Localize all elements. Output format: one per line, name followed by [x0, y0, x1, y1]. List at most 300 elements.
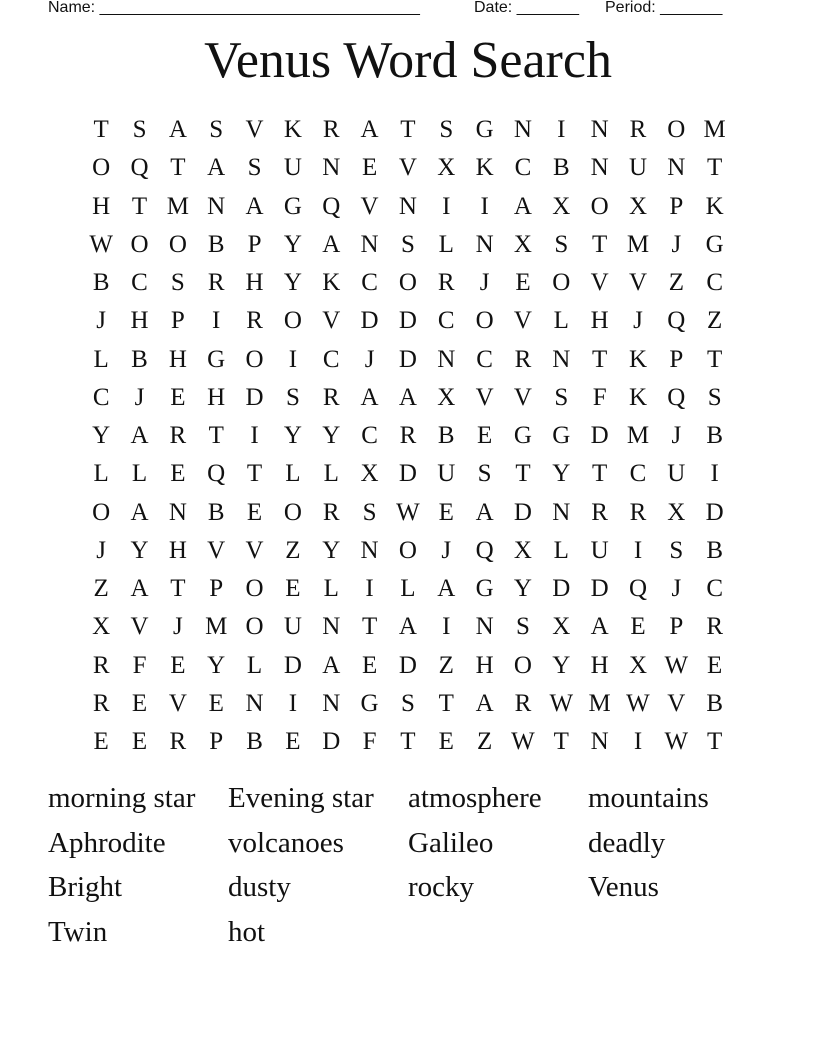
grid-letter: P	[209, 728, 224, 756]
word-bank-item: Bright	[48, 871, 123, 903]
grid-row	[82, 264, 734, 302]
word-bank-item: Twin	[48, 915, 108, 948]
grid-letter: A	[130, 422, 149, 450]
grid-letter: U	[283, 613, 302, 641]
grid-letter: X	[437, 383, 456, 411]
grid-letter: V	[628, 269, 648, 297]
grid-letter: L	[93, 460, 109, 488]
grid-letter: S	[209, 116, 224, 144]
grid-letter: N	[207, 192, 226, 220]
grid-letter: W	[549, 689, 574, 717]
grid-letter: S	[669, 536, 684, 564]
grid-letter: J	[172, 613, 183, 641]
grid-letter: Y	[92, 422, 111, 450]
grid-letter: O	[590, 192, 609, 220]
grid-letter: I	[365, 575, 374, 603]
grid-letter: A	[437, 575, 456, 603]
grid-letter: E	[515, 269, 531, 297]
grid-letter: V	[513, 307, 532, 335]
grid-letter: I	[212, 307, 221, 335]
grid-letter: A	[322, 651, 341, 679]
grid-letter: Z	[668, 269, 684, 297]
grid-letter: D	[398, 460, 417, 488]
name-field: Name: ____________________________________	[48, 0, 420, 16]
grid-row	[82, 302, 734, 340]
grid-letter: B	[207, 230, 225, 258]
grid-letter: C	[629, 460, 647, 488]
grid-letter: K	[705, 192, 724, 220]
grid-letter: Y	[322, 536, 341, 564]
grid-letter: V	[475, 383, 494, 411]
grid-letter: L	[285, 460, 301, 488]
grid-letter: Q	[130, 154, 149, 182]
grid-letter: K	[628, 345, 648, 373]
grid-letter: Z	[476, 728, 493, 756]
grid-letter: E	[93, 728, 109, 756]
grid-letter: N	[475, 613, 494, 641]
grid-letter: X	[437, 154, 456, 182]
grid-letter: P	[669, 345, 684, 373]
grid-letter: A	[513, 192, 532, 220]
worksheet-header	[0, 0, 816, 22]
grid-letter: L	[400, 575, 416, 603]
grid-letter: E	[361, 651, 378, 679]
grid-letter: Y	[322, 422, 341, 450]
grid-letter: T	[592, 460, 608, 488]
grid-letter: A	[130, 575, 149, 603]
grid-letter: I	[557, 116, 566, 144]
grid-letter: P	[669, 192, 684, 220]
grid-letter: D	[590, 575, 609, 603]
grid-row	[82, 188, 734, 226]
grid-letter: H	[590, 307, 609, 335]
grid-letter: M	[626, 422, 650, 450]
grid-letter: G	[207, 345, 226, 373]
grid-letter: R	[437, 269, 455, 297]
grid-letter: I	[442, 613, 451, 641]
grid-letter: T	[361, 613, 378, 641]
grid-letter: K	[628, 383, 648, 411]
grid-letter: X	[667, 498, 686, 526]
grid-letter: S	[362, 498, 377, 526]
grid-letter: R	[514, 345, 532, 373]
grid-letter: T	[93, 116, 109, 144]
grid-letter: E	[246, 498, 263, 526]
grid-letter: V	[513, 383, 532, 411]
grid-letter: C	[476, 345, 493, 373]
grid-letter: F	[132, 651, 147, 679]
grid-letter: V	[245, 536, 264, 564]
grid-letter: L	[131, 460, 148, 488]
grid-letter: B	[246, 728, 263, 756]
grid-letter: O	[245, 345, 264, 373]
grid-letter: C	[437, 307, 455, 335]
grid-letter: O	[667, 116, 686, 144]
grid-letter: G	[705, 230, 724, 258]
grid-letter: Z	[285, 536, 301, 564]
grid-row	[82, 341, 734, 379]
grid-letter: J	[96, 536, 107, 564]
grid-letter: H	[168, 536, 187, 564]
grid-letter: V	[168, 689, 187, 717]
grid-letter: N	[245, 689, 264, 717]
grid-letter: R	[629, 498, 647, 526]
grid-letter: Y	[283, 422, 302, 450]
grid-letter: Y	[513, 575, 532, 603]
grid-letter: O	[245, 575, 264, 603]
grid-letter: N	[322, 689, 341, 717]
grid-letter: X	[628, 192, 648, 220]
grid-letter: N	[360, 536, 379, 564]
grid-letter: A	[168, 116, 187, 144]
grid-letter: N	[552, 498, 571, 526]
grid-letter: C	[92, 383, 110, 411]
grid-letter: W	[664, 728, 689, 756]
grid-letter: T	[553, 728, 569, 756]
grid-letter: O	[513, 651, 532, 679]
grid-row	[82, 149, 734, 187]
grid-letter: I	[633, 536, 643, 564]
grid-letter: A	[398, 613, 417, 641]
grid-letter: I	[442, 192, 451, 220]
grid-letter: E	[630, 613, 646, 641]
grid-letter: V	[667, 689, 686, 717]
grid-letter: R	[92, 651, 110, 679]
grid-letter: O	[168, 230, 187, 258]
grid-letter: R	[169, 422, 187, 450]
grid-letter: H	[475, 651, 494, 679]
grid-letter: Q	[628, 575, 648, 603]
grid-letter: H	[168, 345, 187, 373]
word-bank-item: morning star	[48, 782, 196, 814]
grid-letter: M	[166, 192, 189, 220]
grid-letter: S	[170, 269, 185, 297]
grid-letter: N	[168, 498, 187, 526]
word-bank-item: atmosphere	[408, 782, 542, 814]
grid-letter: E	[131, 689, 148, 717]
grid-letter: Q	[322, 192, 341, 220]
grid-letter: I	[710, 460, 719, 488]
date-field: Date: _______	[474, 0, 579, 16]
grid-letter: J	[441, 536, 452, 564]
grid-row	[82, 723, 734, 761]
grid-letter: V	[207, 536, 226, 564]
grid-letter: V	[360, 192, 379, 220]
grid-row	[82, 647, 734, 685]
grid-letter: X	[92, 613, 111, 641]
grid-letter: X	[552, 613, 571, 641]
grid-letter: H	[130, 307, 149, 335]
grid-letter: S	[477, 460, 492, 488]
grid-letter: B	[207, 498, 225, 526]
grid-letter: G	[475, 116, 494, 144]
grid-letter: X	[513, 230, 532, 258]
grid-letter: L	[93, 345, 109, 373]
grid-letter: R	[92, 689, 110, 717]
grid-letter: O	[130, 230, 149, 258]
grid-letter: I	[480, 192, 489, 220]
word-bank-item: mountains	[588, 782, 709, 814]
grid-letter: T	[438, 689, 454, 717]
grid-letter: T	[170, 575, 186, 603]
grid-letter: E	[208, 689, 224, 717]
grid-letter: O	[245, 613, 264, 641]
grid-letter: I	[288, 689, 298, 717]
grid-letter: S	[400, 689, 415, 717]
grid-letter: R	[322, 116, 340, 144]
grid-letter: A	[475, 689, 494, 717]
grid-letter: S	[400, 230, 415, 258]
grid-letter: H	[590, 651, 609, 679]
grid-letter: Y	[283, 269, 302, 297]
grid-letter: G	[552, 422, 571, 450]
grid-letter: H	[92, 192, 111, 220]
grid-letter: C	[361, 269, 378, 297]
grid-letter: H	[245, 269, 264, 297]
grid-letter: W	[89, 230, 113, 258]
grid-row	[82, 111, 734, 149]
grid-letter: D	[398, 345, 417, 373]
grid-letter: I	[288, 345, 298, 373]
grid-letter: D	[283, 651, 302, 679]
grid-letter: O	[92, 498, 111, 526]
grid-letter: T	[515, 460, 531, 488]
grid-letter: A	[590, 613, 609, 641]
grid-row	[82, 532, 734, 570]
grid-letter: T	[246, 460, 263, 488]
grid-letter: G	[513, 422, 532, 450]
grid-letter: A	[130, 498, 149, 526]
grid-letter: B	[706, 536, 724, 564]
grid-letter: N	[552, 345, 571, 373]
grid-letter: N	[360, 230, 379, 258]
grid-letter: D	[590, 422, 609, 450]
grid-letter: E	[476, 422, 493, 450]
grid-letter: N	[475, 230, 494, 258]
grid-letter: C	[361, 422, 378, 450]
grid-letter: R	[591, 498, 608, 526]
grid-letter: Y	[283, 230, 302, 258]
grid-letter: W	[626, 689, 650, 717]
grid-letter: S	[439, 116, 454, 144]
grid-letter: N	[590, 728, 609, 756]
grid-letter: T	[707, 345, 723, 373]
grid-letter: Q	[207, 460, 226, 488]
grid-letter: C	[706, 575, 724, 603]
grid-letter: C	[322, 345, 340, 373]
grid-letter: E	[285, 575, 301, 603]
grid-letter: B	[706, 422, 724, 450]
grid-letter: R	[169, 728, 187, 756]
grid-letter: M	[205, 613, 228, 641]
grid-letter: O	[283, 498, 302, 526]
grid-letter: R	[706, 613, 724, 641]
grid-letter: T	[707, 154, 723, 182]
grid-letter: U	[667, 460, 686, 488]
grid-letter: G	[283, 192, 302, 220]
grid-letter: W	[511, 728, 535, 756]
grid-letter: P	[247, 230, 262, 258]
word-bank-item: Galileo	[408, 826, 494, 859]
grid-letter: E	[170, 460, 186, 488]
grid-row	[82, 608, 734, 646]
grid-letter: R	[629, 116, 647, 144]
grid-letter: S	[554, 383, 569, 411]
grid-letter: X	[628, 651, 648, 679]
grid-letter: Y	[552, 460, 571, 488]
grid-letter: X	[513, 536, 532, 564]
grid-letter: D	[245, 383, 264, 411]
grid-letter: Z	[93, 575, 109, 603]
grid-letter: D	[322, 728, 341, 756]
grid-letter: A	[398, 383, 417, 411]
grid-letter: Z	[438, 651, 454, 679]
grid-letter: X	[360, 460, 379, 488]
grid-letter: E	[170, 651, 186, 679]
grid-letter: C	[706, 269, 724, 297]
grid-letter: I	[633, 728, 643, 756]
grid-letter: E	[361, 154, 378, 182]
grid-letter: J	[671, 422, 682, 450]
grid-letter: R	[207, 269, 225, 297]
grid-letter: O	[475, 307, 494, 335]
grid-row	[82, 570, 734, 608]
word-bank	[48, 776, 768, 954]
grid-letter: S	[132, 116, 147, 144]
grid-letter: L	[323, 575, 339, 603]
grid-letter: D	[398, 307, 417, 335]
grid-letter: K	[322, 269, 341, 297]
grid-letter: O	[398, 536, 417, 564]
grid-letter: T	[707, 728, 723, 756]
grid-letter: T	[592, 345, 608, 373]
grid-letter: D	[705, 498, 724, 526]
grid-letter: B	[131, 345, 148, 373]
grid-letter: A	[360, 116, 379, 144]
grid-letter: S	[516, 613, 530, 641]
grid-letter: P	[209, 575, 224, 603]
grid-letter: Q	[475, 536, 494, 564]
grid-letter: J	[633, 307, 643, 335]
grid-letter: L	[246, 651, 263, 679]
page-title: Venus Word Search	[204, 32, 612, 89]
grid-letter: N	[667, 154, 686, 182]
word-bank-item: Venus	[588, 871, 659, 903]
grid-letter: U	[437, 460, 456, 488]
word-bank-item: Aphrodite	[48, 826, 166, 859]
grid-letter: T	[208, 422, 224, 450]
grid-row	[82, 455, 734, 493]
grid-letter: R	[246, 307, 263, 335]
grid-letter: T	[170, 154, 186, 182]
grid-letter: W	[664, 651, 689, 679]
grid-letter: M	[626, 230, 650, 258]
grid-letter: F	[592, 383, 607, 411]
grid-letter: N	[437, 345, 456, 373]
grid-letter: R	[399, 422, 417, 450]
grid-letter: F	[362, 728, 377, 756]
grid-letter: P	[669, 613, 684, 641]
grid-letter: E	[438, 728, 454, 756]
grid-letter: T	[400, 116, 416, 144]
grid-letter: I	[250, 422, 259, 450]
grid-letter: L	[438, 230, 454, 258]
grid-letter: T	[131, 192, 148, 220]
grid-letter: V	[322, 307, 341, 335]
grid-letter: C	[514, 154, 532, 182]
grid-letter: B	[706, 689, 724, 717]
grid-letter: W	[396, 498, 420, 526]
grid-letter: N	[322, 154, 341, 182]
grid-letter: E	[131, 728, 148, 756]
grid-letter: O	[283, 307, 302, 335]
grid-letter: R	[514, 689, 532, 717]
grid-letter: E	[285, 728, 301, 756]
word-bank-item: rocky	[408, 871, 475, 903]
grid-letter: V	[590, 269, 609, 297]
grid-letter: R	[322, 498, 340, 526]
grid-letter: Y	[552, 651, 571, 679]
grid-letter: B	[552, 154, 570, 182]
grid-letter: O	[398, 269, 417, 297]
grid-letter: N	[398, 192, 417, 220]
grid-letter: Y	[130, 536, 149, 564]
grid-letter: L	[323, 460, 339, 488]
grid-letter: U	[283, 154, 302, 182]
grid-letter: J	[134, 383, 145, 411]
grid-letter: U	[590, 536, 609, 564]
grid-letter: J	[671, 230, 682, 258]
grid-letter: E	[170, 383, 186, 411]
grid-letter: B	[92, 269, 110, 297]
grid-letter: V	[130, 613, 149, 641]
grid-letter: S	[247, 154, 262, 182]
grid-letter: E	[438, 498, 454, 526]
grid-letter: K	[283, 116, 302, 144]
grid-letter: H	[207, 383, 226, 411]
grid-letter: P	[170, 307, 185, 335]
grid-letter: X	[552, 192, 571, 220]
grid-letter: S	[285, 383, 300, 411]
grid-letter: J	[364, 345, 375, 373]
word-bank-item: deadly	[588, 826, 666, 859]
grid-letter: K	[475, 154, 494, 182]
grid-row	[82, 379, 734, 417]
grid-letter: G	[475, 575, 494, 603]
grid-letter: N	[322, 613, 341, 641]
grid-row	[82, 685, 734, 723]
grid-letter: O	[552, 269, 571, 297]
word-bank-item: Evening star	[228, 782, 374, 814]
grid-letter: E	[707, 651, 723, 679]
grid-letter: C	[131, 269, 148, 297]
grid-letter: S	[554, 230, 569, 258]
grid-letter: B	[437, 422, 455, 450]
grid-letter: R	[322, 383, 340, 411]
grid-letter: T	[592, 230, 608, 258]
grid-row	[82, 494, 734, 532]
word-bank-item: hot	[228, 915, 266, 948]
grid-letter: U	[628, 154, 648, 182]
grid-letter: J	[96, 307, 107, 335]
grid-letter: Q	[667, 307, 686, 335]
grid-letter: A	[322, 230, 341, 258]
grid-letter: N	[513, 116, 532, 144]
grid-letter: O	[92, 154, 111, 182]
grid-letter: D	[360, 307, 379, 335]
grid-letter: N	[590, 116, 609, 144]
grid-letter: Y	[207, 651, 226, 679]
